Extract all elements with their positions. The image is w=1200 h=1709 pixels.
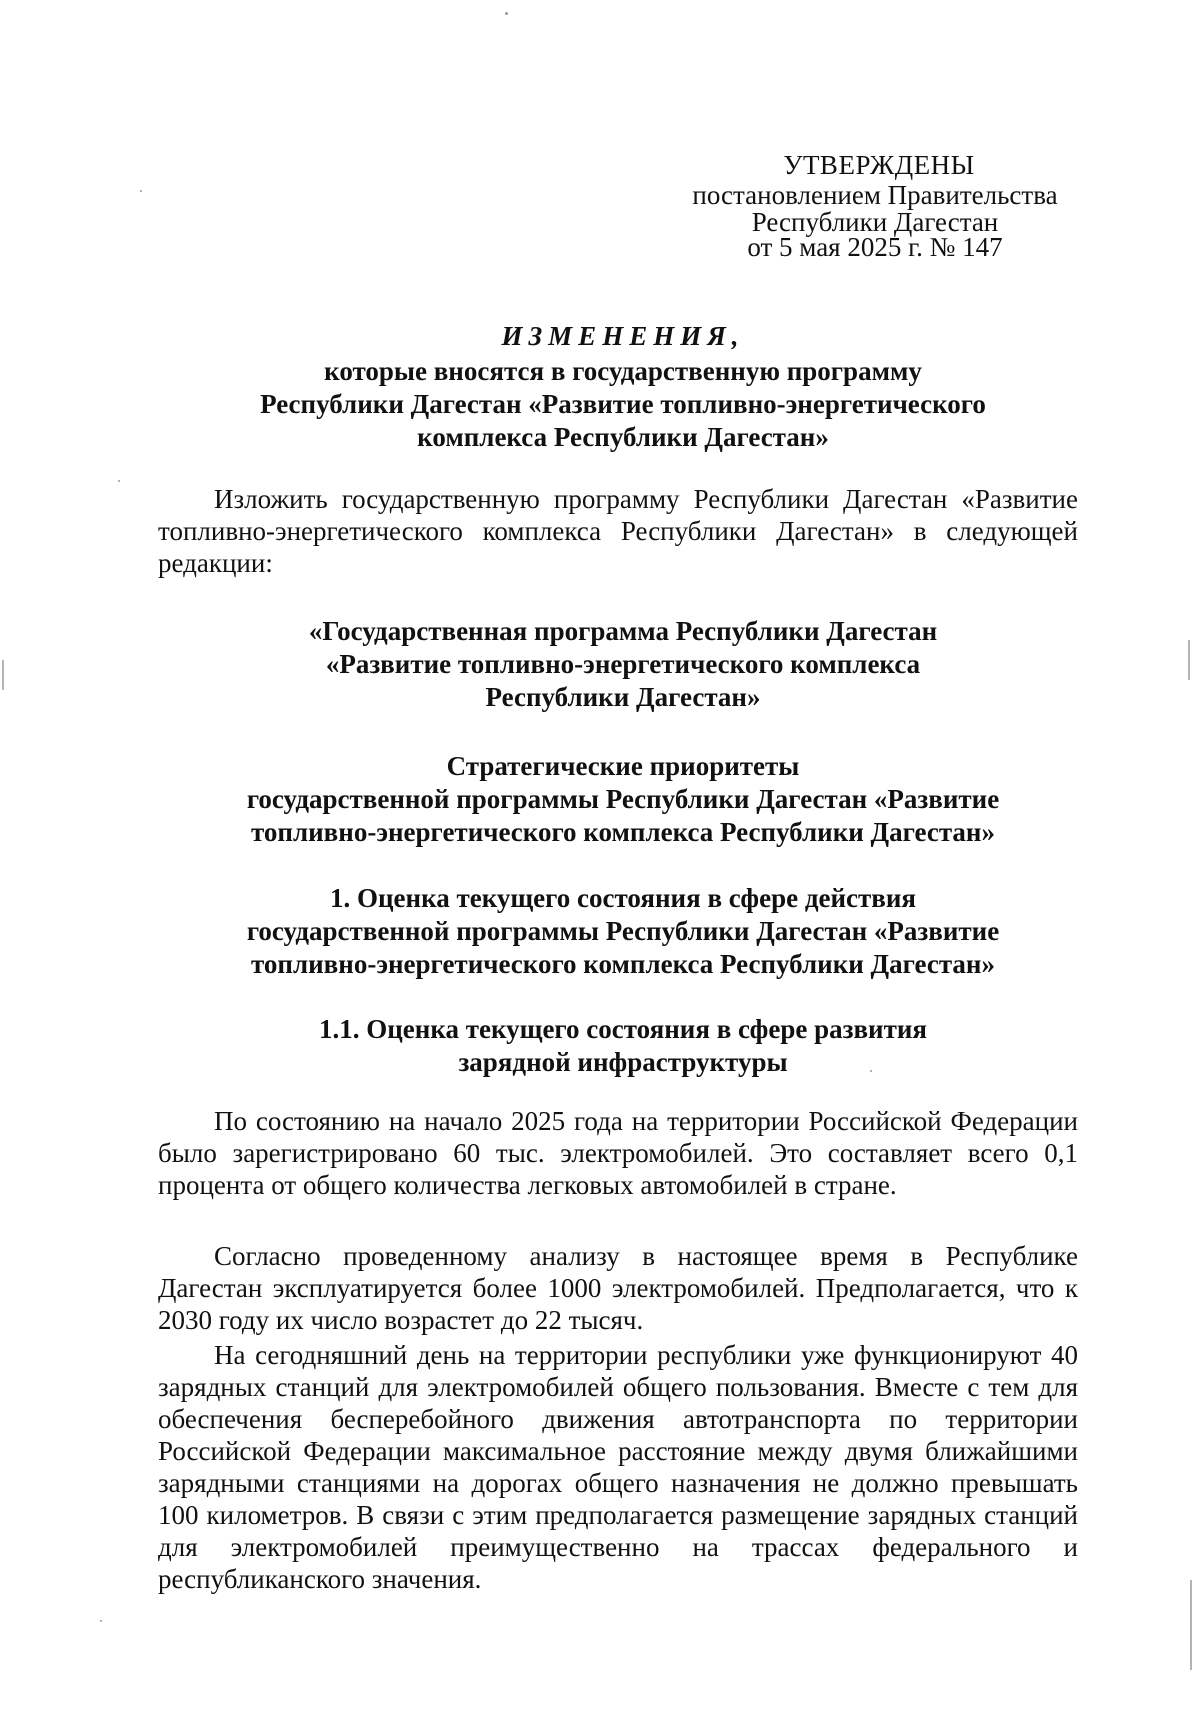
- program-title-line: «Развитие топливно-энергетического комплекса: [325, 649, 921, 679]
- strategic-priorities-heading: [158, 750, 1088, 849]
- strategic-heading-line: Стратегические приоритеты: [446, 751, 800, 781]
- strategic-heading-line: топливно-энергетического комплекса Республики Дагестан»: [251, 817, 995, 847]
- program-title-line: Республики Дагестан»: [485, 682, 761, 712]
- program-title-heading: [158, 615, 1088, 714]
- approval-line-date-number: от 5 мая 2025 г. № 147: [747, 232, 1003, 262]
- changes-title: ИЗМЕНЕНИЯ,: [501, 321, 745, 351]
- scan-edge-mark: [1188, 640, 1190, 680]
- section-1-heading-line: топливно-энергетического комплекса Республики Дагестан»: [251, 949, 995, 979]
- scan-speck: [100, 1620, 102, 1622]
- strategic-heading-line: государственной программы Республики Дагестан «Развитие: [246, 784, 1000, 814]
- intro-paragraph: Изложить государственную программу Республики Дагестан «Развитие топливно-энергетического комплекса Республики Дагестан» в следующей редакции:: [158, 484, 1078, 578]
- approval-title: УТВЕРЖДЕНЫ: [783, 150, 975, 180]
- program-title-line: «Государственная программа Республики Дагестан: [308, 616, 938, 646]
- changes-subtitle-line: которые вносятся в государственную программу: [324, 356, 922, 386]
- scan-edge-mark: [2, 660, 4, 690]
- body-paragraph: По состоянию на начало 2025 года на территории Российской Федерации было зарегистрировано 60 тыс. электромобилей. Это составляет всего 0,1 процента от общего количества легковых автомобилей в стране.: [158, 1106, 1078, 1200]
- changes-subtitle-line: комплекса Республики Дагестан»: [417, 422, 829, 452]
- section-1-1-heading-line: зарядной инфраструктуры: [458, 1047, 788, 1077]
- section-1-heading-line: 1. Оценка текущего состояния в сфере действия: [329, 883, 917, 913]
- changes-subtitle-line: Республики Дагестан «Развитие топливно-энергетического: [260, 389, 986, 419]
- section-1-heading-line: государственной программы Республики Дагестан «Развитие: [246, 916, 1000, 946]
- scan-edge-mark: [1190, 1580, 1192, 1670]
- section-1-heading: [158, 882, 1088, 981]
- body-paragraph: Согласно проведенному анализу в настоящее время в Республике Дагестан эксплуатируется более 1000 электромобилей. Предполагается, что к 2030 году их число возрастет до 22 тысяч.: [158, 1241, 1078, 1335]
- body-paragraph: На сегодняшний день на территории республики уже функционируют 40 зарядных станций для электромобилей общего пользования. Вместе с тем для обеспечения бесперебойного движения автотранспорта по территории Российской Федерации максимальное расстояние между двумя ближайшими зарядными станциями на дорогах общего назначения не должно превышать 100 километров. В связи с этим предполагается размещение зарядных станций для электромобилей преимущественно на трассах федерального и республиканского значения.: [158, 1340, 1078, 1594]
- scan-speck: [140, 190, 142, 192]
- approval-line-republic: Республики Дагестан: [751, 207, 999, 237]
- section-1-1-heading-line: 1.1. Оценка текущего состояния в сфере развития: [318, 1014, 928, 1044]
- scan-speck: [118, 480, 120, 482]
- scan-speck: [505, 12, 508, 15]
- changes-heading: [158, 320, 1088, 454]
- approval-stamp-block: [660, 150, 1090, 260]
- section-1-1-heading: [158, 1013, 1088, 1079]
- approval-line-resolution: постановлением Правительства: [692, 180, 1058, 210]
